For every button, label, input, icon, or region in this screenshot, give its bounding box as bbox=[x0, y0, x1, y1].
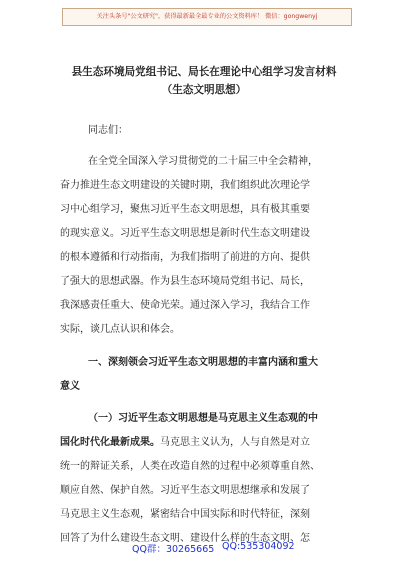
document-subtitle: （生态文明思想） bbox=[161, 84, 247, 96]
document-title: 县生态环境局党组书记、局长在理论中心组学习发言材料 bbox=[71, 66, 337, 78]
subsection-heading: 国化时代化最新成果。 bbox=[60, 437, 160, 448]
subsection-heading: （一）习近平生态文明思想是马克思主义生态观的中 bbox=[88, 413, 318, 424]
paragraph-line: 了强大的思想武器。作为县生态环境局党组书记、局长， bbox=[60, 276, 310, 287]
paragraph-line: 我深感责任重大、使命光荣。通过深入学习，我结合工作 bbox=[60, 300, 310, 311]
paragraph-line: 实际，谈几点认识和体会。 bbox=[60, 324, 180, 335]
subsection-line bbox=[60, 437, 310, 449]
qq-number-label: QQ:535304092 bbox=[222, 541, 295, 552]
paragraph-line: 习中心组学习，聚焦习近平生态文明思想，具有极其重要 bbox=[60, 204, 310, 215]
paragraph-line: 统一的辩证关系，人类在改造自然的过程中必须尊重自然、 bbox=[60, 461, 320, 472]
paragraph-text: 马克思主义认为，人与自然是对立 bbox=[160, 437, 310, 448]
paragraph-line: 奋力推进生态文明建设的关键时期，我们组织此次理论学 bbox=[60, 180, 310, 191]
paragraph-line: 马克思主义生态观，紧密结合中国实际和时代特征，深刻 bbox=[60, 509, 310, 520]
qq-group-label: QQ群：30265665 bbox=[132, 544, 215, 555]
section-heading: 一、深刻领会习近平生态文明思想的丰富内涵和重大 bbox=[88, 357, 318, 368]
paragraph-line: 在全党全国深入学习贯彻党的二十届三中全会精神， bbox=[88, 156, 318, 167]
paragraph-line: 的现实意义。习近平生态文明思想是新时代生态文明建设 bbox=[60, 228, 310, 239]
paragraph-line: 的根本遵循和行动指南，为我们指明了前进的方向、提供 bbox=[60, 252, 310, 263]
section-heading: 意义 bbox=[60, 381, 80, 392]
promo-banner: 关注头条号"公文研究"，获得最新最全最专业的公文资料库！ 微信：gongwenyj bbox=[62, 8, 352, 26]
salutation: 同志们： bbox=[88, 125, 128, 136]
paragraph-line: 回答了为什么建设生态文明、建设什么样的生态文明、怎 bbox=[60, 533, 310, 544]
paragraph-line: 顺应自然、保护自然。习近平生态文明思想继承和发展了 bbox=[60, 485, 310, 496]
